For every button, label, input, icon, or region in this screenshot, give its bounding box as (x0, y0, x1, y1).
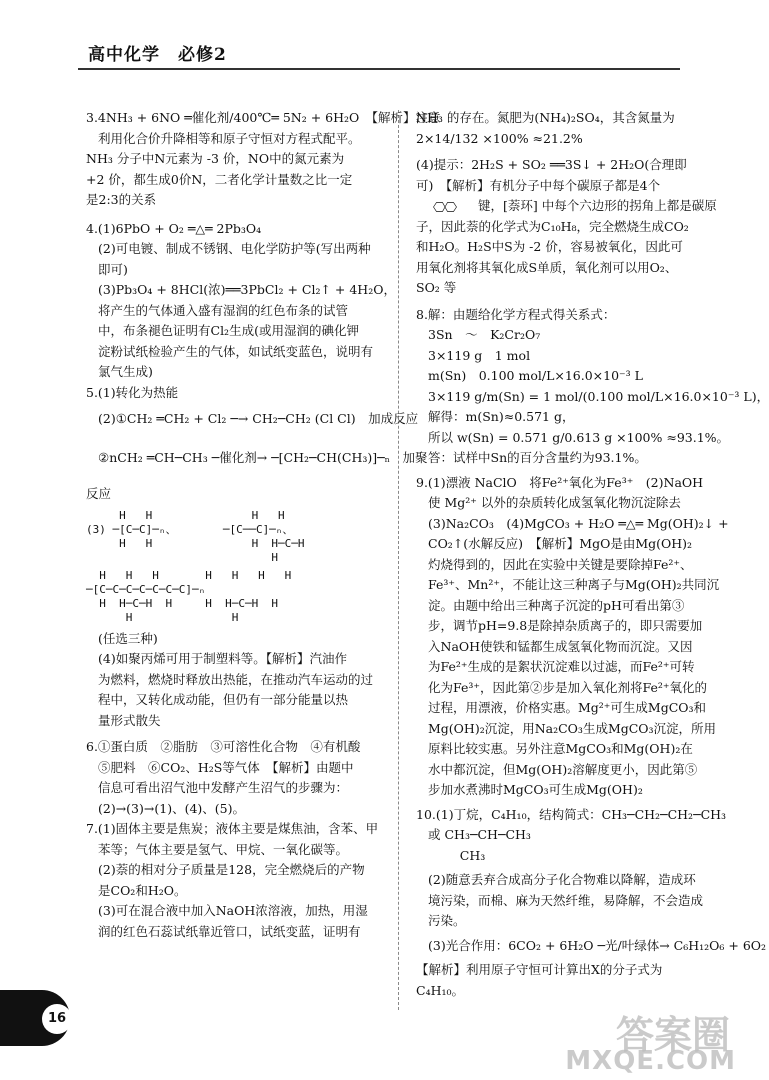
text-line: m(Sn) 0.100 mol/L×16.0×10⁻³ L (428, 368, 643, 383)
text-line: 是CO₂和H₂O。 (98, 882, 187, 898)
text-line: +2 价，都生成0价N，二者化学计量数之比一定 (86, 171, 353, 187)
text-line: 境污染，而棉、麻为天然纤维，易降解，不会造成 (428, 892, 704, 908)
text-line: (4)如聚丙烯可用于制塑料等。【解析】汽油作 (98, 651, 347, 666)
text-line: 6.①蛋白质 ②脂肪 ③可溶性化合物 ④有机酸 (86, 739, 361, 754)
text-line: 和H₂O。H₂S中S为 -2 价，容易被氧化，因此可 (416, 239, 683, 254)
text-line (416, 196, 716, 217)
text-line: 为Fe²⁺生成的是絮状沉淀难以过滤，而Fe²⁺可转 (428, 659, 695, 674)
text-line: 2×14/132 ×100% ≈21.2% (416, 130, 583, 146)
text-line: (4)提示：2H₂S + SO₂ ══3S↓ + 2H₂O(合理即 (416, 157, 687, 172)
text-line: (3)Na₂CO₃ (4)MgCO₃ + H₂O ═△═ Mg(OH)₂↓ + (428, 515, 729, 531)
text-line: 答：试样中Sn的百分含量约为93.1%。 (428, 450, 647, 465)
text-line: CH₃ (428, 847, 486, 863)
text-line: 7.(1)固体主要是焦炭；液体主要是煤焦油，含苯、甲 (86, 821, 379, 836)
text-line: 为燃料，燃烧时释放出热能，在推动汽车运动的过 (98, 671, 374, 687)
text-line: 5.(1)转化为热能 (86, 384, 179, 400)
text-line: Mg(OH)₂沉淀，用Na₂CO₃生成MgCO₃沉淀，所用 (428, 720, 717, 736)
text-line: 所以 w(Sn) = 0.571 g/0.613 g ×100% ≈93.1%。 (428, 429, 730, 445)
text-line: NH₃ 的存在。氮肥为(NH₄)₂SO₄，其含氮量为 (416, 110, 675, 125)
text-line: 信息可看出沼气池中发酵产生沼气的步骤为： (98, 780, 349, 795)
text-line: 步加水煮沸时MgCO₃可生成Mg(OH)₂ (428, 782, 643, 797)
text-line: (3)光合作用：6CO₂ + 6H₂O ─光/叶绿体→ C₆H₁₂O₆ + 6O₂ (428, 937, 767, 953)
text-line: 9.(1)漂液 NaClO 将Fe²⁺氧化为Fe³⁺ (2)NaOH (416, 474, 704, 490)
text-line: ⑤肥料 ⑥CO₂、H₂S等气体 【解析】由题中 (98, 759, 354, 775)
text-line: 用氧化剂将其氧化成S单质，氧化剂可以用O₂、 (416, 259, 678, 275)
text-line: 化为Fe³⁺，因此第②步是加入氧化剂将Fe²⁺氧化的 (428, 679, 707, 695)
text-line: SO₂ 等 (416, 280, 457, 295)
text-line: 步，调节pH=9.8是除掉杂质离子的，即只需要加 (428, 618, 703, 633)
text-line: (2)可电镀、制成不锈钢、电化学防护等(写出两种 (98, 241, 371, 256)
text-line: 或 CH₃─CH─CH₃ (428, 827, 531, 842)
text-line: 水中都沉淀，但Mg(OH)₂溶解度更小，因此第⑤ (428, 761, 698, 777)
text-line: 3×119 g 1 mol (428, 347, 531, 363)
text-line: 4.(1)6PbO + O₂ ═△═ 2Pb₃O₄ (86, 220, 262, 236)
text-line: 润的红色石蕊试纸靠近管口，试纸变蓝，证明有 (98, 923, 361, 939)
naphthalene-ring-icon (416, 198, 478, 213)
text-line: 10.(1)丁烷，C₄H₁₀，结构简式：CH₃─CH₂─CH₂─CH₃ (416, 806, 727, 822)
text-line: 入NaOH使铁和锰都生成氢氧化物而沉淀。又因 (428, 638, 693, 654)
text-line: 程中，又转化成动能，但仍有一部分能量以热 (98, 692, 349, 707)
text-line: 淀。由题中给出三种离子沉淀的pH可看出第③ (428, 597, 685, 613)
page-header-title: 高中化学 必修2 (88, 45, 227, 65)
right-column (416, 108, 769, 1001)
text-line: 解得：m(Sn)≈0.571 g， (428, 409, 575, 424)
text-line: (2)①CH₂ ═CH₂ + Cl₂ ─→ CH₂─CH₂ (Cl Cl) 加成反应 (98, 411, 419, 426)
text-line: 淀粉试纸检验产生的气体，如试纸变蓝色，说明有 (98, 343, 374, 359)
polymer-structures-row2: H H H H H H H ─[C─C─C─C─C─C─C]─ₙ H H─C─H H H H─C─H H H H (86, 568, 292, 624)
text-line: 【解析】利用原子守恒可计算出X的分子式为 (416, 962, 663, 977)
text-line: 过程，用漂液，价格实惠。Mg²⁺可生成MgCO₃和 (428, 700, 707, 715)
text-line: 量形式散失 (98, 712, 161, 728)
page-number: 16 (42, 1004, 72, 1034)
header-rule (78, 68, 680, 70)
text-line: 即可) (98, 261, 128, 277)
text-line: 氯气生成) (98, 364, 153, 379)
text-line: 将产生的气体通入盛有湿润的红色布条的试管 (98, 302, 349, 318)
text-line: (2)随意丢弃合成高分子化合物难以降解，造成环 (428, 872, 696, 887)
text-line: (任选三种) (98, 630, 158, 646)
text-line: 是2:3的关系 (86, 192, 157, 207)
polymer-structures-row1: H H H H (3) ─[C─C]─ₙ、 ─[C──C]─ₙ、 H H H H─C─H H (86, 508, 305, 564)
text-line: (2)→(3)→(1)、(4)、(5)。 (98, 800, 245, 816)
text-fragment: 键，[萘环] 中每个六边形的拐角上都是碳原 (477, 198, 717, 213)
text-line: 反应 (86, 486, 112, 501)
text-line: CO₂↑(水解反应) 【解析】MgO是由Mg(OH)₂ (428, 536, 693, 551)
watermark-url: MXQE.COM (565, 1046, 736, 1076)
text-line: ②nCH₂ ═CH─CH₃ ─催化剂→ ─[CH₂─CH(CH₃)]─ₙ 加聚 (98, 449, 428, 465)
text-line: C₄H₁₀。 (416, 982, 464, 998)
text-line: NH₃ 分子中N元素为 -3 价，NO中的氮元素为 (86, 151, 345, 166)
text-line: 污染。 (428, 913, 466, 928)
text-line: 3.4NH₃ + 6NO ═催化剂/400℃═ 5N₂ + 6H₂O 【解析】注意 (86, 110, 441, 125)
text-line: 子，因此萘的化学式为C₁₀H₈，完全燃烧生成CO₂ (416, 218, 689, 234)
text-line: 原料比较实惠。另外注意MgCO₃和Mg(OH)₂在 (428, 741, 693, 756)
text-line: (3)可在混合液中加入NaOH浓溶液，加热，用湿 (98, 903, 368, 918)
text-line: 8.解：由题给化学方程式得关系式： (416, 306, 616, 322)
text-line: 3Sn ～ K₂Cr₂O₇ (428, 327, 541, 342)
text-line: (3)Pb₃O₄ + 8HCl(浓)══3PbCl₂ + Cl₂↑ + 4H₂O， (98, 282, 396, 297)
text-line: 灼烧得到的，因此在实验中关键是要除掉Fe²⁺、 (428, 556, 693, 572)
column-divider (398, 110, 399, 1010)
text-line: 使 Mg²⁺ 以外的杂质转化成氢氧化物沉淀除去 (428, 495, 681, 510)
text-line: 3×119 g/m(Sn) = 1 mol/(0.100 mol/L×16.0×10⁻³ L)， (428, 388, 769, 404)
text-line: Fe³⁺、Mn²⁺，不能让这三种离子与Mg(OH)₂共同沉 (428, 577, 720, 592)
text-line: 可) 【解析】有机分子中每个碳原子都是4个 (416, 177, 661, 193)
text-line: 苯等；气体主要是氢气、甲烷、一氧化碳等。 (98, 841, 349, 857)
watermark-text: 答案圈 (615, 1013, 730, 1057)
text-line: 中，布条褪色证明有Cl₂生成(或用湿润的碘化钾 (98, 323, 359, 338)
text-line: (2)萘的相对分子质量是128，完全燃烧后的产物 (98, 862, 365, 877)
text-line: 利用化合价升降相等和原子守恒对方程式配平。 (98, 130, 361, 146)
